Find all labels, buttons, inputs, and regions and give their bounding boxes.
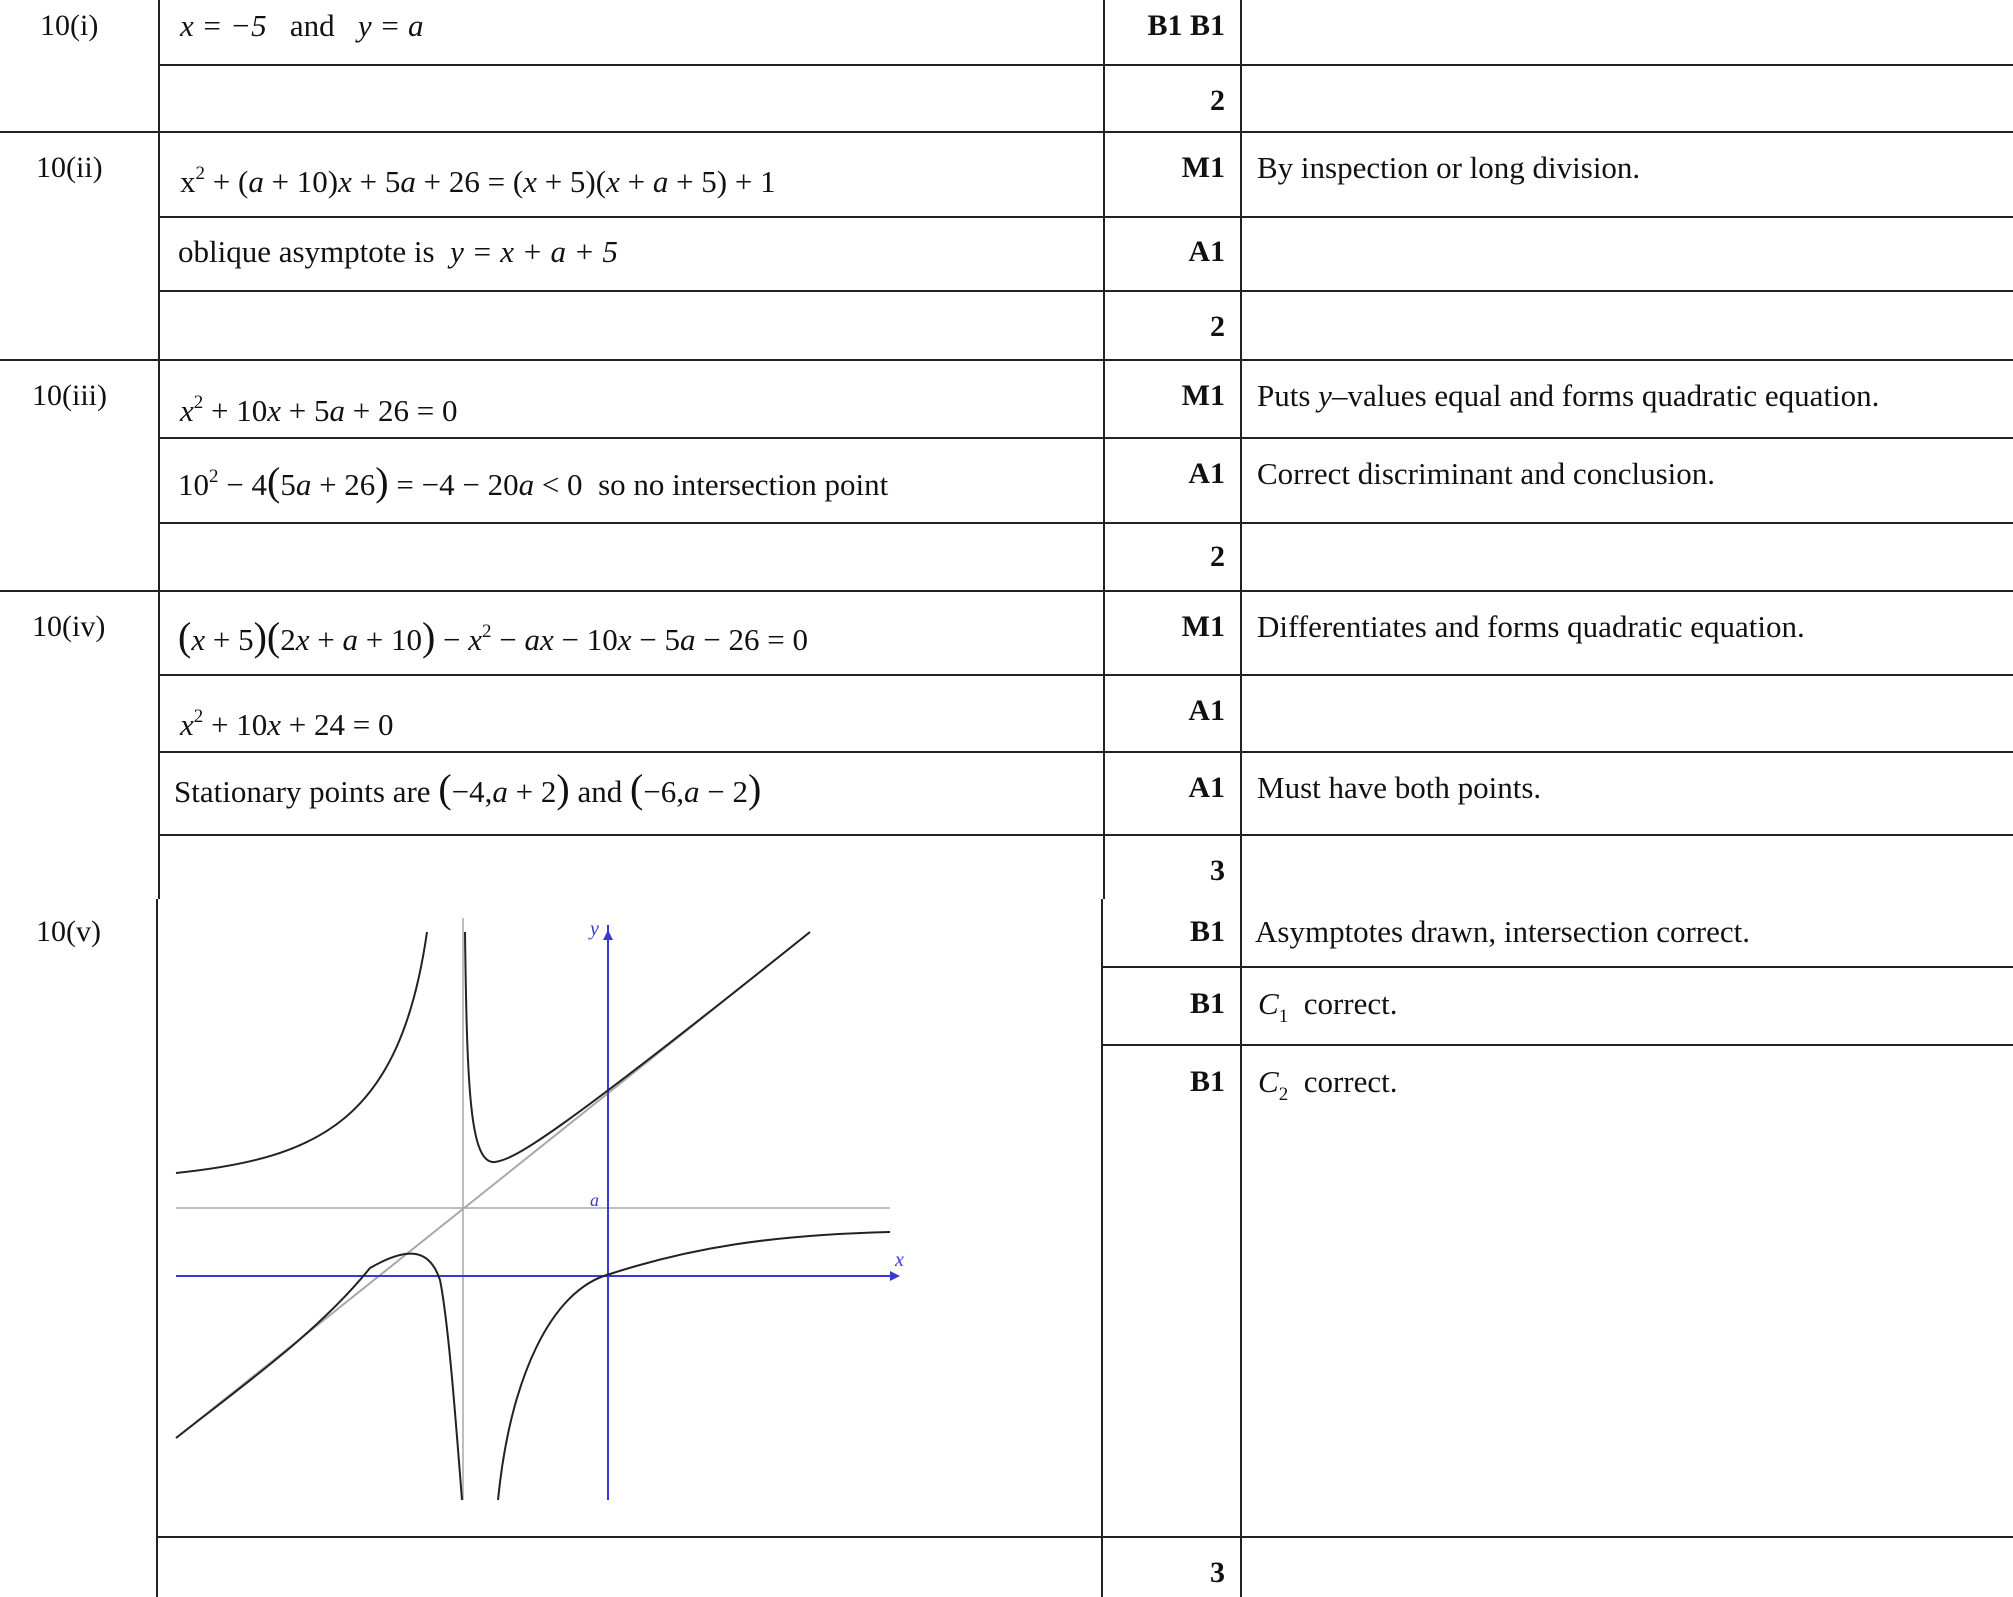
mark-code: M1 xyxy=(1181,610,1225,643)
math-part: ( xyxy=(438,766,452,811)
math-part: + 10 xyxy=(203,707,268,742)
guidance-part: 1 xyxy=(1278,1006,1289,1027)
guidance-text: By inspection or long division. xyxy=(1257,150,1641,185)
answer-text: and xyxy=(577,774,623,809)
math-part: + 5 xyxy=(351,164,401,199)
math-part: + xyxy=(309,622,343,657)
guidance-part: C xyxy=(1258,1064,1279,1099)
math-part: 2 xyxy=(195,163,205,184)
mark-code: M1 xyxy=(1181,151,1225,184)
guidance-part: C xyxy=(1258,986,1279,1021)
math-part: x xyxy=(338,164,352,199)
answer-text: and xyxy=(289,8,335,43)
guidance-part: Puts xyxy=(1257,378,1311,413)
math-part: ( xyxy=(178,614,192,659)
guidance-text: Differentiates and forms quadratic equation. xyxy=(1257,609,1805,644)
math-part: x xyxy=(180,164,196,199)
math-part: 5 xyxy=(280,467,296,502)
math-part: x xyxy=(180,393,194,428)
math-part: 2 xyxy=(209,466,219,487)
math-part: a xyxy=(652,164,669,199)
math-part: a xyxy=(342,622,358,657)
math-part: x xyxy=(523,164,537,199)
mark-code: M1 xyxy=(1181,379,1225,412)
answer-text: Stationary points are xyxy=(174,774,431,809)
math-part: x xyxy=(267,707,282,742)
math-part: ) xyxy=(421,614,436,659)
math-part: − xyxy=(435,622,469,657)
column-divider-answer xyxy=(158,0,160,899)
answer-text: so no intersection point xyxy=(598,467,889,502)
guidance-part: y xyxy=(1318,378,1332,413)
x-axis-arrow xyxy=(890,1271,900,1281)
math-part: ) xyxy=(253,614,267,659)
math-part: x xyxy=(267,393,282,428)
math-part: 2 xyxy=(482,621,492,642)
row-rule xyxy=(158,834,2013,836)
guidance-part: 2 xyxy=(1278,1084,1289,1105)
row-rule xyxy=(158,64,2013,66)
math-part: = −4 − 20 xyxy=(388,467,519,502)
guidance-text: Correct discriminant and conclusion. xyxy=(1257,456,1715,491)
asymptote-a-label: a xyxy=(590,1190,599,1210)
mark-code: A1 xyxy=(1188,235,1225,268)
x-axis-label: x xyxy=(895,1249,904,1271)
math-part: − 2 xyxy=(699,774,748,809)
math-part: − 10 xyxy=(553,622,618,657)
mark-code: A1 xyxy=(1188,457,1225,490)
math-part: ( xyxy=(266,459,281,504)
curve-c1-left-branch xyxy=(176,932,427,1173)
answer-line xyxy=(180,156,776,200)
row-rule xyxy=(158,522,2013,524)
column-divider-mark-lower xyxy=(1101,899,1103,1597)
math-part: ( xyxy=(266,614,281,659)
math-part: ) xyxy=(748,766,762,811)
row-rule xyxy=(158,437,2013,439)
math-expression: y = x + a + 5 xyxy=(450,234,618,269)
math-part: + 26 = ( xyxy=(415,164,524,199)
curve-c2-right-branch xyxy=(498,1232,890,1500)
math-part: + 2 xyxy=(507,774,557,809)
math-part: 2 xyxy=(280,622,296,657)
row-rule xyxy=(0,590,2013,592)
math-part: + 26 = 0 xyxy=(345,393,458,428)
y-axis-arrow xyxy=(603,930,613,940)
guidance-part: correct. xyxy=(1303,1064,1398,1099)
math-part: ( xyxy=(629,766,644,811)
math-part: + 10 xyxy=(357,622,422,657)
mark-total: 3 xyxy=(1210,1556,1225,1589)
answer-text: oblique asymptote is xyxy=(178,234,435,269)
math-part: x xyxy=(617,622,632,657)
math-part: < 0 xyxy=(534,467,583,502)
row-rule xyxy=(158,674,2013,676)
row-rule xyxy=(158,751,2013,753)
mark-code: B1 xyxy=(1189,1065,1225,1098)
row-rule xyxy=(158,290,2013,292)
math-part: a xyxy=(400,164,416,199)
math-part: ax xyxy=(524,622,554,657)
mark-total: 2 xyxy=(1210,540,1225,573)
column-divider-mark xyxy=(1103,0,1105,899)
row-rule xyxy=(1101,1044,2013,1046)
y-axis-label: y xyxy=(590,918,599,940)
mark-code: B1 xyxy=(1189,915,1225,948)
math-part: + 10 xyxy=(203,393,268,428)
guidance-text xyxy=(1258,986,1397,1035)
question-number: 10(i) xyxy=(40,9,99,42)
mark-total: 2 xyxy=(1210,310,1225,343)
answer-line xyxy=(174,766,762,811)
math-expression: y = a xyxy=(357,8,424,43)
guidance-part: correct. xyxy=(1303,986,1398,1021)
question-number: 10(iv) xyxy=(32,610,106,643)
answer-line xyxy=(180,385,457,429)
math-part: a xyxy=(248,164,264,199)
math-part: + 10) xyxy=(263,164,339,199)
math-part: a xyxy=(680,622,696,657)
row-rule xyxy=(158,216,2013,218)
mark-code: B1 xyxy=(1189,987,1225,1020)
mark-code: A1 xyxy=(1188,771,1225,804)
math-part: x xyxy=(295,622,310,657)
math-part: x xyxy=(191,622,206,657)
guidance-text xyxy=(1257,378,1879,414)
math-part: x xyxy=(606,164,620,199)
column-divider-guidance xyxy=(1240,0,1242,1597)
math-part: ) xyxy=(375,459,389,504)
math-part: 2 xyxy=(193,706,204,727)
question-number: 10(ii) xyxy=(36,151,103,184)
curve-c2-left-branch xyxy=(176,1254,462,1500)
math-part: − xyxy=(491,622,525,657)
math-part: a xyxy=(492,774,508,809)
math-expression: x = −5 xyxy=(180,8,267,43)
math-part: + 5 xyxy=(281,393,330,428)
math-part: − 26 = 0 xyxy=(695,622,808,657)
math-part: + xyxy=(619,164,653,199)
sketch-graph xyxy=(170,910,910,1510)
math-part: − 5 xyxy=(631,622,681,657)
answer-line xyxy=(178,614,808,658)
math-part: a xyxy=(518,467,535,502)
guidance-text: Must have both points. xyxy=(1257,770,1542,805)
answer-line xyxy=(178,459,888,503)
math-part: 10 xyxy=(178,467,209,502)
question-number: 10(iii) xyxy=(32,379,107,412)
guidance-text xyxy=(1258,1064,1397,1113)
math-part: a xyxy=(329,393,345,428)
math-part: ) xyxy=(556,766,570,811)
math-part: + ( xyxy=(205,164,249,199)
question-number: 10(v) xyxy=(36,915,101,948)
math-part: + 5)( xyxy=(536,164,607,199)
math-part: −6, xyxy=(643,774,685,809)
math-part: 2 xyxy=(193,392,204,413)
mark-code: B1 B1 xyxy=(1147,9,1225,42)
answer-line xyxy=(178,234,618,270)
column-divider-answer-lower xyxy=(156,899,158,1597)
row-rule xyxy=(0,359,2013,361)
math-part: + 26 xyxy=(311,467,376,502)
math-part: a xyxy=(684,774,700,809)
row-rule xyxy=(156,1536,2013,1538)
math-part: a xyxy=(295,467,312,502)
math-part: + 24 = 0 xyxy=(281,707,394,742)
row-rule xyxy=(0,131,2013,133)
mark-total: 2 xyxy=(1210,84,1225,117)
curve-c1-right-branch xyxy=(465,932,810,1162)
mark-code: A1 xyxy=(1188,694,1225,727)
math-part: − 4 xyxy=(218,467,267,502)
answer-line xyxy=(180,699,393,743)
answer-line xyxy=(180,8,424,44)
mark-total: 3 xyxy=(1210,854,1225,887)
math-part: + 5 xyxy=(205,622,254,657)
row-rule xyxy=(1101,966,2013,968)
guidance-part: –values equal and forms quadratic equation. xyxy=(1331,378,1880,413)
math-part: −4, xyxy=(451,774,493,809)
math-part: x xyxy=(468,622,483,657)
math-part: + 5) + 1 xyxy=(668,164,776,199)
guidance-text: Asymptotes drawn, intersection correct. xyxy=(1255,914,1750,949)
math-part: x xyxy=(180,707,194,742)
